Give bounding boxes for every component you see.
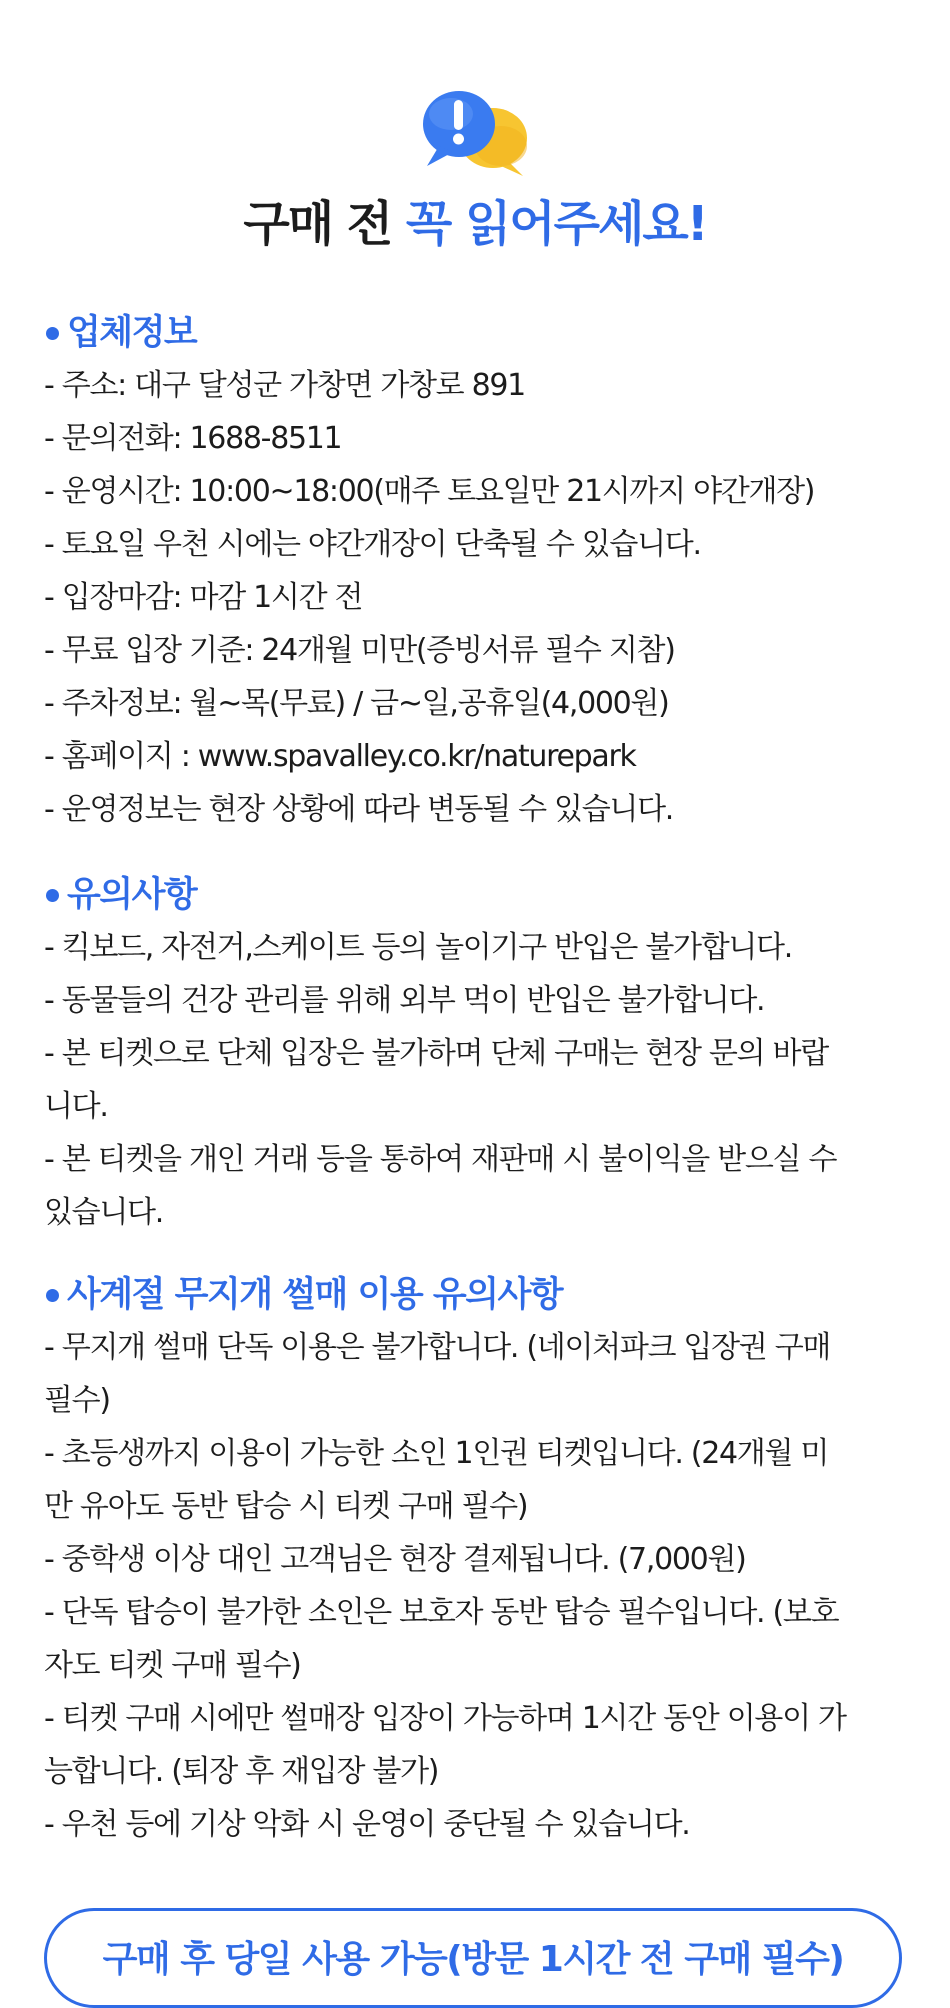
info-change-note: - 운영정보는 현장 상황에 따라 변동될 수 있습니다. — [44, 792, 674, 827]
info-rain-note: - 토요일 우천 시에는 야간개장이 단축될 수 있습니다. — [44, 527, 701, 562]
sled-line: 자도 티켓 구매 필수) — [44, 1648, 301, 1683]
notice-line: - 본 티켓을 개인 거래 등을 통하여 재판매 시 불이익을 받으실 수 — [44, 1142, 837, 1177]
chat-bubbles-exclamation-icon — [421, 86, 533, 180]
page-title-dark: 구매 전 — [243, 196, 406, 252]
notice-line: 니다. — [44, 1089, 108, 1124]
section-heading — [44, 869, 906, 921]
info-homepage: - 홈페이지 : www.spavalley.co.kr/naturepark — [44, 739, 636, 774]
sled-line: 필수) — [44, 1383, 110, 1418]
sled-line: 만 유아도 동반 탑승 시 티켓 구매 필수) — [44, 1489, 528, 1524]
info-last-entry: - 입장마감: 마감 1시간 전 — [44, 580, 363, 615]
section-notices — [44, 869, 906, 1239]
sled-line: - 우천 등에 기상 악화 시 운영이 중단될 수 있습니다. — [44, 1807, 690, 1842]
section-heading-label: 유의사항 — [67, 875, 197, 915]
section-heading-label: 사계절 무지개 썰매 이용 유의사항 — [67, 1275, 563, 1315]
notice-line: - 킥보드, 자전거,스케이트 등의 놀이기구 반입은 불가합니다. — [44, 930, 792, 965]
sled-line: - 단독 탑승이 불가한 소인은 보호자 동반 탑승 필수입니다. (보호 — [44, 1595, 839, 1630]
notice-line: - 본 티켓으로 단체 입장은 불가하며 단체 구매는 현장 문의 바랍 — [44, 1036, 828, 1071]
info-parking: - 주차정보: 월~목(무료) / 금~일,공휴일(4,000원) — [44, 686, 669, 721]
sled-line: - 티켓 구매 시에만 썰매장 입장이 가능하며 1시간 동안 이용이 가 — [44, 1701, 846, 1736]
section-heading-label: 업체정보 — [67, 313, 197, 353]
sled-line: - 무지개 썰매 단독 이용은 불가합니다. (네이처파크 입장권 구매 — [44, 1330, 831, 1365]
same-day-use-pill — [44, 1908, 902, 2008]
sled-line: - 중학생 이상 대인 고객님은 현장 결제됩니다. (7,000원) — [44, 1542, 746, 1577]
page-title — [0, 196, 950, 254]
notice-line: 있습니다. — [44, 1195, 163, 1230]
section-heading — [44, 307, 906, 359]
bullet-dot-icon — [46, 1289, 59, 1302]
same-day-use-label: 구매 후 당일 사용 가능(방문 1시간 전 구매 필수) — [102, 1939, 844, 1980]
section-company-info — [44, 307, 906, 836]
bullet-dot-icon — [46, 889, 59, 902]
info-hours: - 운영시간: 10:00~18:00(매주 토요일만 21시까지 야간개장) — [44, 474, 815, 509]
sled-line: 능합니다. (퇴장 후 재입장 불가) — [44, 1754, 439, 1789]
exclamation-mark-icon — [453, 100, 464, 145]
bullet-dot-icon — [46, 327, 59, 340]
section-rainbow-sled — [44, 1269, 906, 1851]
section-heading — [44, 1269, 906, 1321]
page-title-accent: 꼭 읽어주세요! — [405, 196, 707, 252]
info-address: - 주소: 대구 달성군 가창면 가창로 891 — [44, 368, 525, 403]
notice-line: - 동물들의 건강 관리를 위해 외부 먹이 반입은 불가합니다. — [44, 983, 765, 1018]
info-free-entry: - 무료 입장 기준: 24개월 미만(증빙서류 필수 지참) — [44, 633, 675, 668]
info-phone: - 문의전화: 1688-8511 — [44, 421, 342, 456]
sled-line: - 초등생까지 이용이 가능한 소인 1인권 티켓입니다. (24개월 미 — [44, 1436, 829, 1471]
